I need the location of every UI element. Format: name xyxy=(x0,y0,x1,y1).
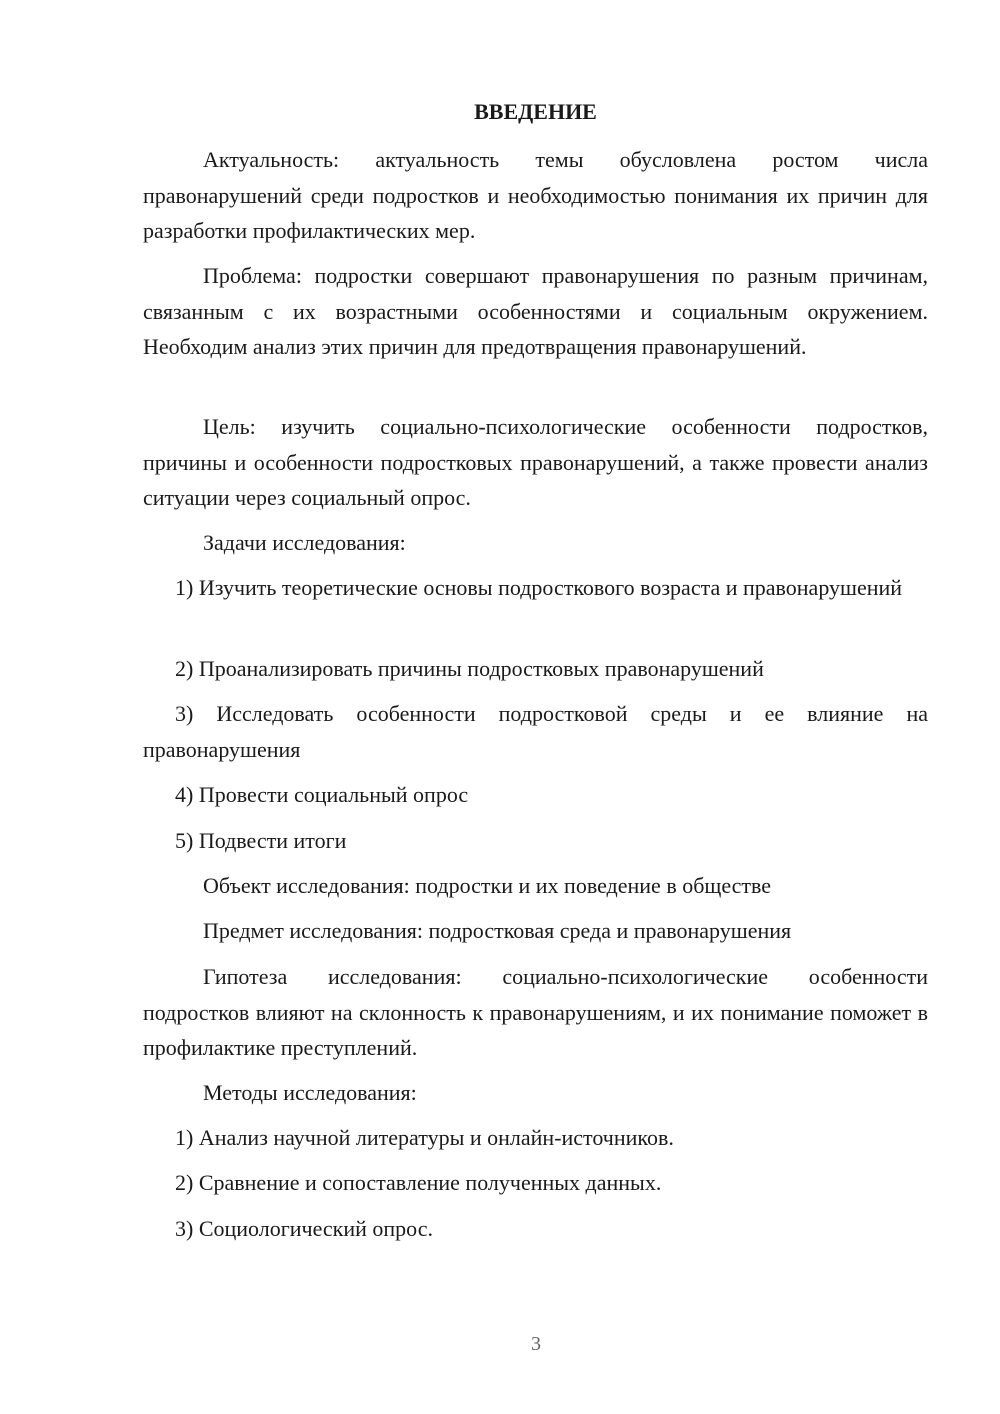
task-item-5: 5) Подвести итоги xyxy=(175,828,347,853)
tasks-heading: Задачи исследования: xyxy=(203,530,406,555)
method-item-2: 2) Сравнение и сопоставление полученных данных. xyxy=(175,1170,662,1195)
method-item-3: 3) Социологический опрос. xyxy=(175,1216,433,1241)
task-item-3: 3) Исследовать особенности подростковой среды и ее влияние на правонарушения xyxy=(143,701,928,762)
section-title: ВВЕДЕНИЕ xyxy=(474,99,597,124)
goal-paragraph: Цель: изучить социально-психологические особенности подростков, причины и особенности подростковых правонарушений, а также провести анализ ситуации через социальный опрос. xyxy=(143,414,928,510)
subject-paragraph: Предмет исследования: подростковая среда и правонарушения xyxy=(203,918,792,943)
methods-heading: Методы исследования: xyxy=(203,1080,417,1105)
task-item-1: 1) Изучить теоретические основы подросткового возраста и правонарушений xyxy=(175,575,903,600)
task-item-4: 4) Провести социальный опрос xyxy=(175,782,469,807)
method-item-1: 1) Анализ научной литературы и онлайн-источников. xyxy=(175,1125,674,1150)
task-item-2: 2) Проанализировать причины подростковых правонарушений xyxy=(175,656,764,681)
relevance-paragraph: Актуальность: актуальность темы обусловлена ростом числа правонарушений среди подростков и необходимостью понимания их причин для разработки профилактических мер. xyxy=(143,147,928,243)
hypothesis-paragraph: Гипотеза исследования: социально-психологические особенности подростков влияют на склонность к правонарушениям, и их понимание поможет в профилактике преступлений. xyxy=(143,964,928,1060)
object-paragraph: Объект исследования: подростки и их поведение в обществе xyxy=(203,873,772,898)
page-number: 3 xyxy=(531,1333,541,1355)
problem-paragraph: Проблема: подростки совершают правонарушения по разным причинам, связанным с их возрастными особенностями и социальным окружением. Необходим анализ этих причин для предотвращения правонарушений. xyxy=(143,263,928,359)
